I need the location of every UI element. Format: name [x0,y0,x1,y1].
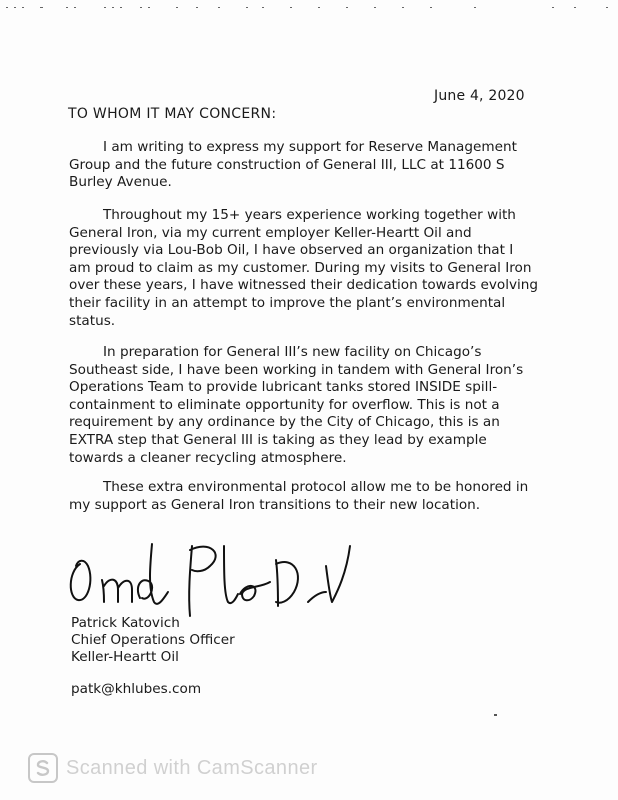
signer-email: patk@khlubes.com [71,681,202,697]
salutation: TO WHOM IT MAY CONCERN: [68,106,277,122]
scan-speck [494,714,497,716]
signer-name: Patrick Katovich [71,615,180,631]
body-paragraph: Throughout my 15+ years experience working together with General Iron, via my current employer Keller-Heartt Oil and previously via Lou-Bob Oil, I have observed an organization that I am proud to claim as my customer. During my visits to General Iron over these years, I have witnessed their dedication towards evolving their facility in an attempt to improve the plant’s environmental status. [69,207,539,329]
letter-date: June 4, 2020 [434,88,525,104]
signature-block [71,615,235,666]
body-paragraph: In preparation for General III’s new facility on Chicago’s Southeast side, I have been working in tandem with General Iron’s Operations Team to provide lubricant tanks stored INSIDE spill-containment to eliminate opportunity for overflow. This is not a requirement by any ordinance by the City of Chicago, this is an EXTRA step that General III is taking as they lead by example towards a cleaner recycling atmosphere. [69,344,524,466]
signer-company: Keller-Heartt Oil [71,649,179,665]
handwritten-signature [64,536,364,622]
signer-title: Chief Operations Officer [71,632,235,648]
body-paragraph: I am writing to express my support for Reserve Management Group and the future construction of General III, LLC at 11600 S Burley Avenue. [69,139,517,191]
body-paragraph: These extra environmental protocol allow me to be honored in my support as General Iron transitions to their new location. [69,479,529,513]
watermark-text: Scanned with CamScanner [66,756,318,779]
camscanner-logo-icon [28,753,58,783]
scan-noise-marks [0,4,618,12]
camscanner-watermark [28,750,318,786]
